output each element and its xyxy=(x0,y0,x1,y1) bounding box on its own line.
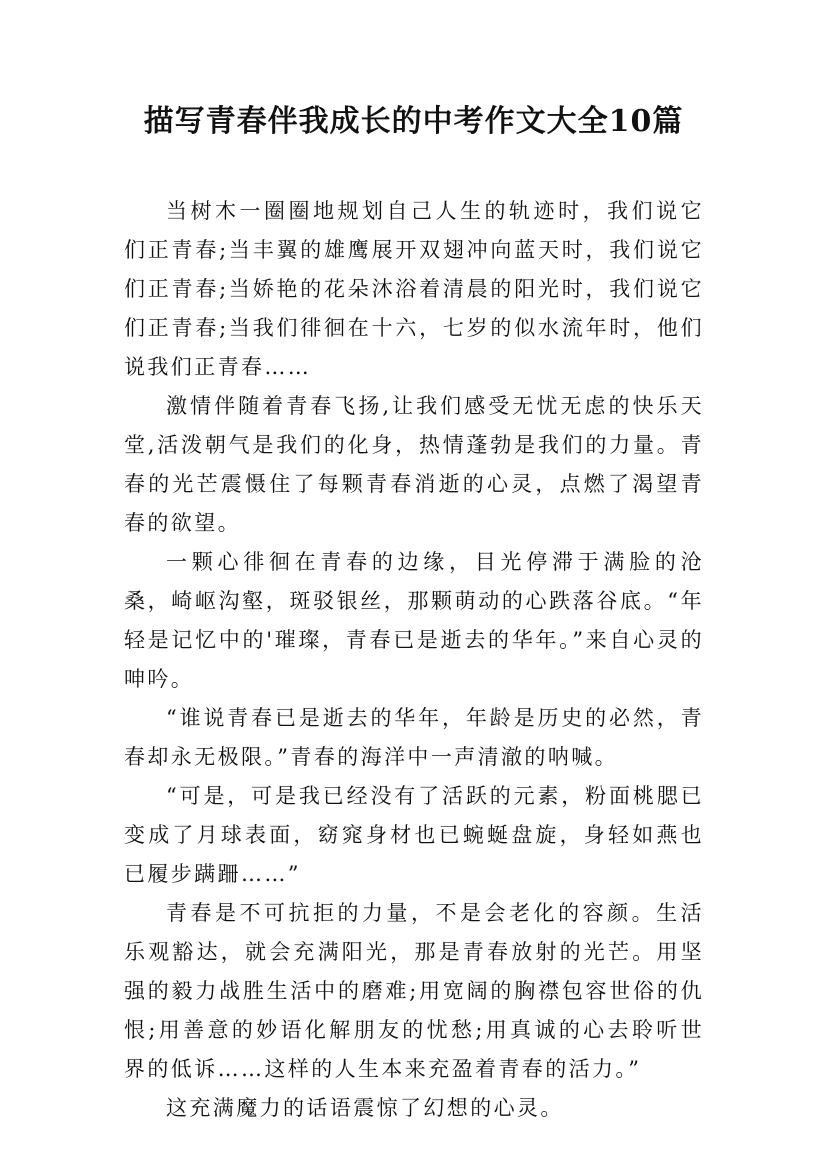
paragraph: 一颗心徘徊在青春的边缘，目光停滞于满脸的沧桑，崎岖沟壑，斑驳银丝，那颗萌动的心跌落谷底。“年轻是记忆中的'璀璨，青春已是逝去的华年。”来自心灵的呻吟。 xyxy=(124,550,704,691)
paragraph: 这充满魔力的话语震惊了幻想的心灵。 xyxy=(166,1096,564,1120)
paragraph: “可是，可是我已经没有了活跃的元素，粉面桃腮已变成了月球表面，窈窕身材也已蜿蜒盘旋，身轻如燕也已履步蹒跚……” xyxy=(124,784,704,886)
document-body xyxy=(124,192,704,1128)
paragraph: “谁说青春已是逝去的华年，年龄是历史的必然，青春却永无极限。”青春的海洋中一声清澈的呐喊。 xyxy=(124,706,704,769)
paragraph: 激情伴随着青春飞扬,让我们感受无忧无虑的快乐天堂,活泼朝气是我们的化身，热情蓬勃是我们的力量。青春的光芒震慑住了每颗青春消逝的心灵，点燃了渴望青春的欲望。 xyxy=(124,394,704,535)
paragraph: 青春是不可抗拒的力量，不是会老化的容颜。生活乐观豁达，就会充满阳光，那是青春放射的光芒。用坚强的毅力战胜生活中的磨难;用宽阔的胸襟包容世俗的仇恨;用善意的妙语化解朋友的忧愁;用真诚的心去聆听世界的低诉……这样的人生本来充盈着青春的活力。” xyxy=(124,901,704,1081)
paragraph: 当树木一圈圈地规划自己人生的轨迹时，我们说它们正青春;当丰翼的雄鹰展开双翅冲向蓝天时，我们说它们正青春;当娇艳的花朵沐浴着清晨的阳光时，我们说它们正青春;当我们徘徊在十六，七岁的似水流年时，他们说我们正青春…… xyxy=(124,199,704,379)
document-title: 描写青春伴我成长的中考作文大全10篇 xyxy=(143,104,684,139)
